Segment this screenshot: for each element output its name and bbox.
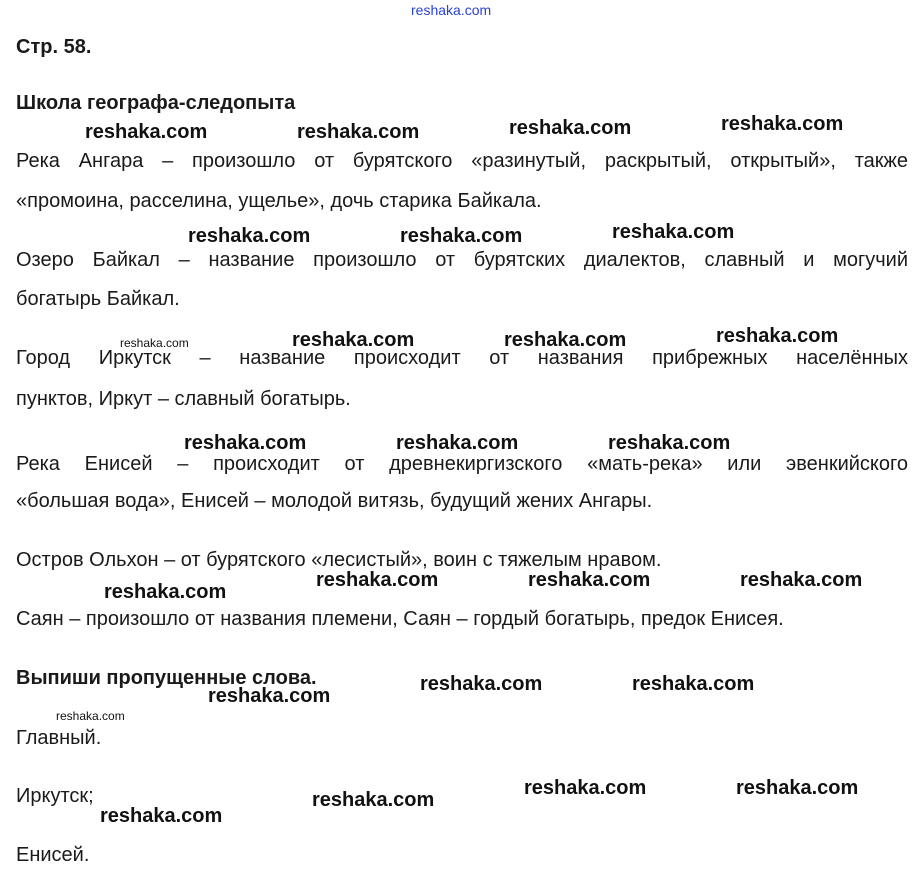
watermark: reshaka.com <box>316 569 439 591</box>
watermark: reshaka.com <box>524 777 647 799</box>
paragraph-baikal-line2: богатырь Байкал. <box>16 288 180 310</box>
watermark-small: reshaka.com <box>56 709 125 723</box>
watermark-small: reshaka.com <box>120 336 189 350</box>
watermark: reshaka.com <box>292 329 415 351</box>
watermark: reshaka.com <box>188 225 311 247</box>
paragraph-olkhon: Остров Ольхон – от бурятского «лесистый», воин с тяжелым нравом. <box>16 549 662 571</box>
watermark: reshaka.com <box>612 221 735 243</box>
watermark: reshaka.com <box>504 329 627 351</box>
watermark: reshaka.com <box>184 432 307 454</box>
watermark: reshaka.com <box>420 673 543 695</box>
watermark: reshaka.com <box>716 325 839 347</box>
task-title: Выпиши пропущенные слова. <box>16 667 317 689</box>
watermark: reshaka.com <box>85 121 208 143</box>
answer-3: Енисей. <box>16 844 90 866</box>
answer-2: Иркутск; <box>16 785 94 807</box>
paragraph-baikal-line1: Озеро Байкал – название произошло от бурятских диалектов, славный и могучий <box>16 250 908 270</box>
paragraph-angara-line1: Река Ангара – произошло от бурятского «разинутый, раскрытый, открытый», также <box>16 151 908 171</box>
watermark: reshaka.com <box>396 432 519 454</box>
watermark: reshaka.com <box>632 673 755 695</box>
watermark: reshaka.com <box>208 685 331 707</box>
paragraph-yenisei-line2: «большая вода», Енисей – молодой витязь, будущий жених Ангары. <box>16 490 653 512</box>
paragraph-yenisei-line1: Река Енисей – происходит от древнекиргизского «мать-река» или эвенкийского <box>16 454 908 474</box>
watermark: reshaka.com <box>312 789 435 811</box>
section-title: Школа географа-следопыта <box>16 92 296 114</box>
watermark: reshaka.com <box>736 777 859 799</box>
watermark: reshaka.com <box>608 432 731 454</box>
watermark: reshaka.com <box>104 581 227 603</box>
paragraph-angara-line2: «промоина, расселина, ущелье», дочь старика Байкала. <box>16 190 542 212</box>
paragraph-sayan: Саян – произошло от названия племени, Саян – гордый богатырь, предок Енисея. <box>16 608 784 630</box>
page-reference: Стр. 58. <box>16 36 92 58</box>
paragraph-irkutsk-line2: пунктов, Иркут – славный богатырь. <box>16 388 351 410</box>
paragraph-irkutsk-line1: Город Иркутск – название происходит от названия прибрежных населённых <box>16 348 908 368</box>
top-watermark: reshaka.com <box>411 2 492 18</box>
answer-1: Главный. <box>16 727 102 749</box>
watermark: reshaka.com <box>740 569 863 591</box>
watermark: reshaka.com <box>400 225 523 247</box>
watermark: reshaka.com <box>297 121 420 143</box>
watermark: reshaka.com <box>721 113 844 135</box>
watermark: reshaka.com <box>528 569 651 591</box>
watermark: reshaka.com <box>509 117 632 139</box>
watermark: reshaka.com <box>100 805 223 827</box>
